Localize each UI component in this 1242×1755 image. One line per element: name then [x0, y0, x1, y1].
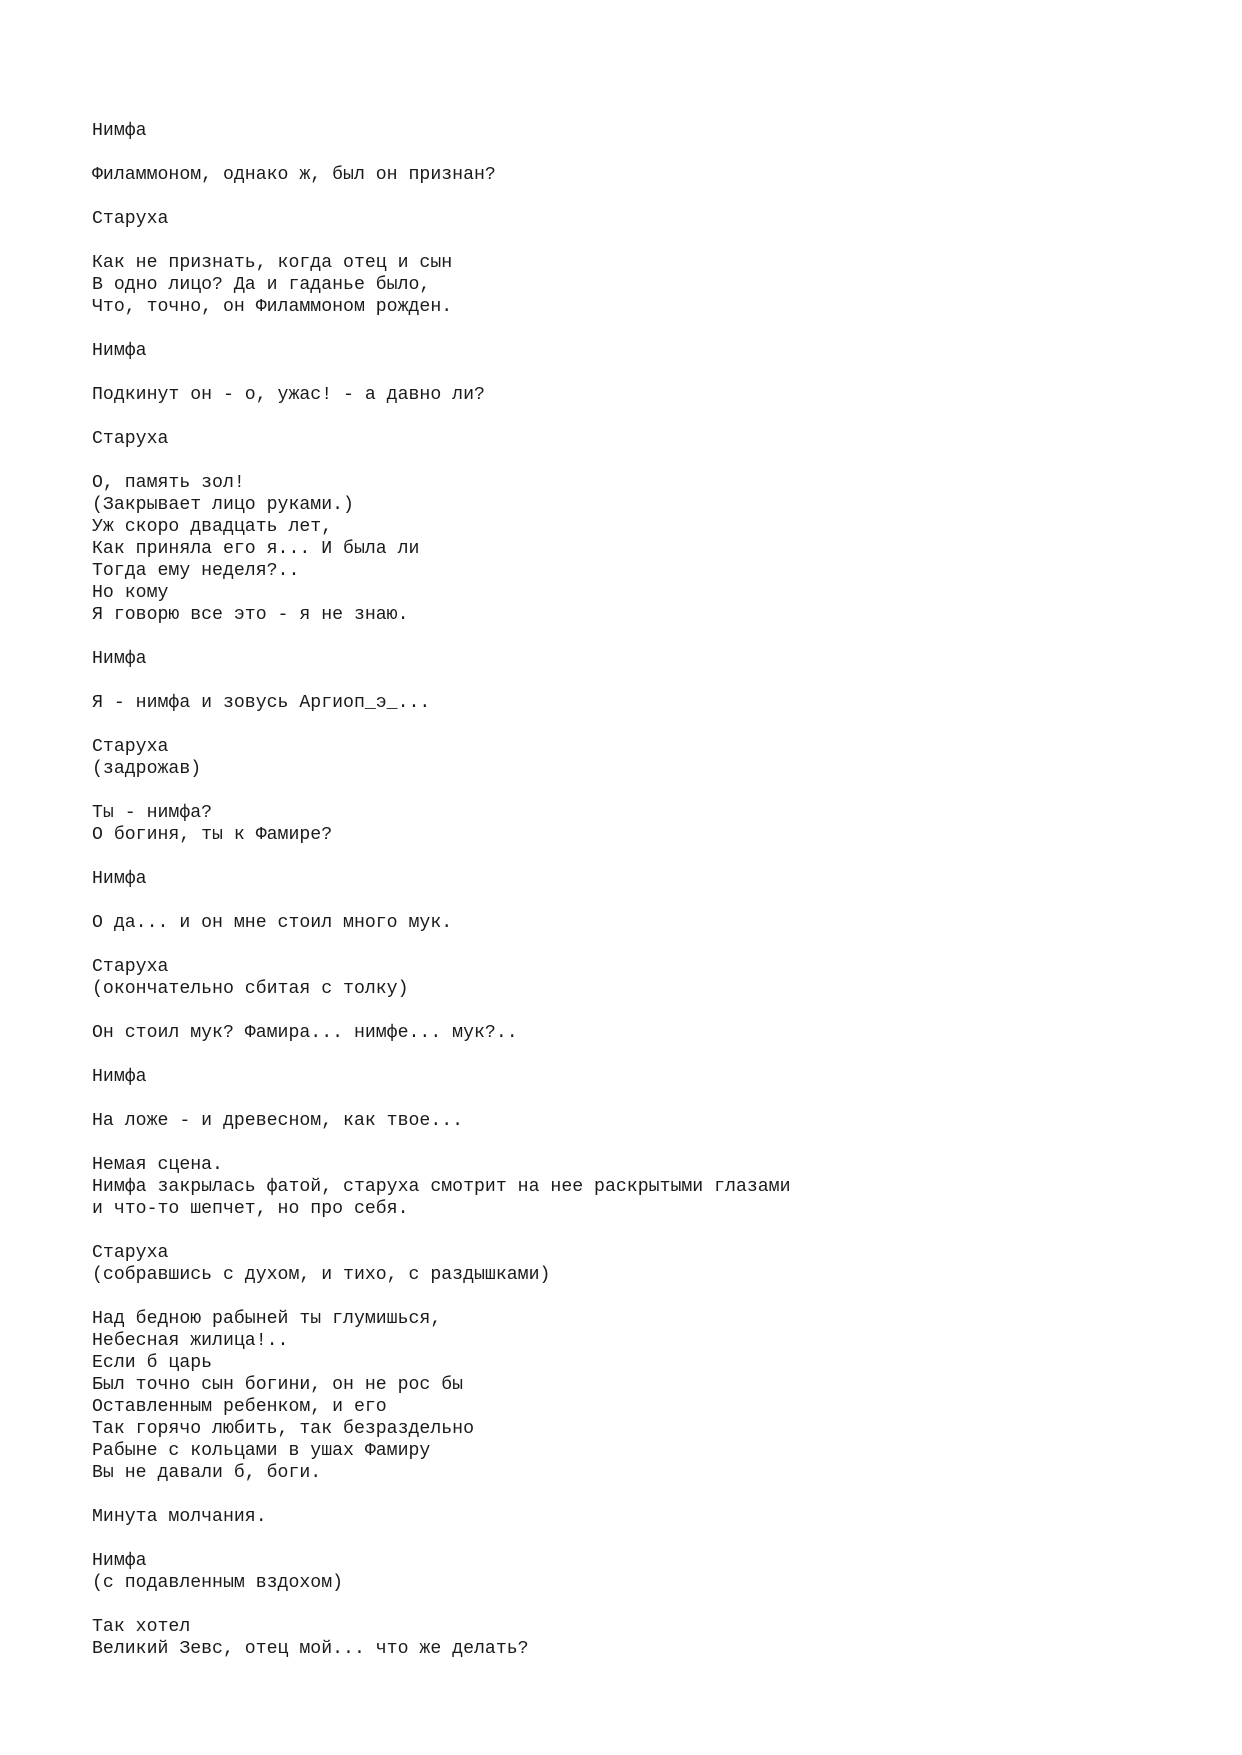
text-line: Так горячо любить, так безраздельно — [92, 1419, 474, 1439]
text-block — [92, 1110, 1192, 1132]
text-block — [92, 802, 1192, 846]
text-block — [92, 1616, 1192, 1660]
text-line: Если б царь — [92, 1353, 213, 1373]
text-block — [92, 252, 1192, 318]
text-line: Над бедною рабыней ты глумишься, — [92, 1309, 442, 1329]
document-page — [92, 120, 1192, 1682]
text-line: Нимфа — [92, 869, 147, 889]
text-line: Я говорю все это - я не знаю. — [92, 605, 409, 625]
text-line: (Закрывает лицо руками.) — [92, 495, 354, 515]
text-line: (окончательно сбитая с толку) — [92, 979, 409, 999]
text-block — [92, 164, 1192, 186]
text-line: Вы не давали б, боги. — [92, 1463, 322, 1483]
text-line: О, память зол! — [92, 473, 245, 493]
text-block — [92, 868, 1192, 890]
text-line: Нимфа — [92, 649, 147, 669]
text-line: Рабыне с кольцами в ушах Фамиру — [92, 1441, 431, 1461]
text-line: и что-то шепчет, но про себя. — [92, 1199, 409, 1219]
text-block — [92, 692, 1192, 714]
text-line: О богиня, ты к Фамире? — [92, 825, 333, 845]
text-line: Нимфа — [92, 121, 147, 141]
text-line: Филаммоном, однако ж, был он признан? — [92, 165, 496, 185]
text-block — [92, 384, 1192, 406]
text-line: Так хотел — [92, 1617, 191, 1637]
text-line: Старуха — [92, 209, 169, 229]
text-block — [92, 428, 1192, 450]
text-line: На ложе - и древесном, как твое... — [92, 1111, 464, 1131]
text-line: Оставленным ребенком, и его — [92, 1397, 387, 1417]
text-line: Нимфа — [92, 1067, 147, 1087]
text-block — [92, 736, 1192, 780]
text-line: Как приняла его я... И была ли — [92, 539, 420, 559]
text-block — [92, 208, 1192, 230]
text-line: Нимфа — [92, 1551, 147, 1571]
text-line: Немая сцена. — [92, 1155, 223, 1175]
text-block — [92, 1506, 1192, 1528]
text-line: Старуха — [92, 1243, 169, 1263]
text-block — [92, 648, 1192, 670]
text-line: (собравшись с духом, и тихо, с раздышками) — [92, 1265, 551, 1285]
text-block — [92, 1066, 1192, 1088]
text-line: Ты - нимфа? — [92, 803, 213, 823]
text-line: Старуха — [92, 957, 169, 977]
text-line: Тогда ему неделя?.. — [92, 561, 300, 581]
text-line: Старуха — [92, 429, 169, 449]
text-line: Был точно сын богини, он не рос бы — [92, 1375, 464, 1395]
text-line: Старуха — [92, 737, 169, 757]
text-block — [92, 1154, 1192, 1220]
text-line: О да... и он мне стоил много мук. — [92, 913, 453, 933]
text-line: Небесная жилица!.. — [92, 1331, 289, 1351]
text-block — [92, 340, 1192, 362]
text-line: (задрожав) — [92, 759, 202, 779]
text-line: Что, точно, он Филаммоном рожден. — [92, 297, 453, 317]
text-line: Минута молчания. — [92, 1507, 267, 1527]
text-line: Нимфа закрылась фатой, старуха смотрит на нее раскрытыми глазами — [92, 1177, 791, 1197]
text-line: Но кому — [92, 583, 169, 603]
text-block — [92, 120, 1192, 142]
text-line: В одно лицо? Да и гаданье было, — [92, 275, 431, 295]
text-line: Как не признать, когда отец и сын — [92, 253, 453, 273]
text-block — [92, 1242, 1192, 1286]
text-line: Я - нимфа и зовусь Аргиоп_э_... — [92, 693, 431, 713]
text-block — [92, 1550, 1192, 1594]
text-block — [92, 956, 1192, 1000]
text-line: Нимфа — [92, 341, 147, 361]
text-block — [92, 1308, 1192, 1484]
text-block — [92, 1022, 1192, 1044]
text-line: Он стоил мук? Фамира... нимфе... мук?.. — [92, 1023, 518, 1043]
text-line: Уж скоро двадцать лет, — [92, 517, 333, 537]
text-block — [92, 472, 1192, 626]
text-line: Подкинут он - о, ужас! - а давно ли? — [92, 385, 485, 405]
text-block — [92, 912, 1192, 934]
text-line: (с подавленным вздохом) — [92, 1573, 344, 1593]
text-line: Великий Зевс, отец мой... что же делать? — [92, 1639, 529, 1659]
